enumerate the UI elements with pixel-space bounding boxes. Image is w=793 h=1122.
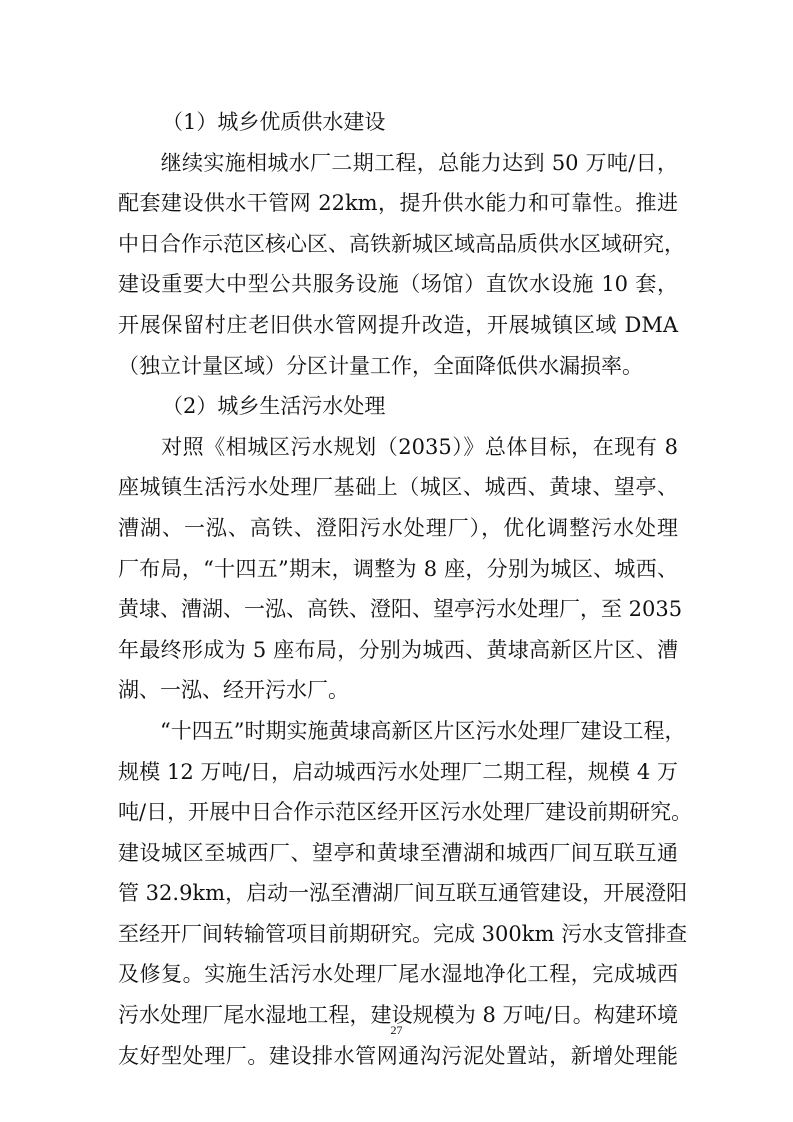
section-heading: （2）城乡生活污水处理 <box>162 394 386 419</box>
paragraph-line: 友好型处理厂。建设排水管网通沟污泥处置站，新增处理能 <box>118 1043 678 1068</box>
paragraph-line: 年最终形成为 5 座布局，分别为城西、黄埭高新区片区、漕 <box>118 637 678 662</box>
page-number: 27 <box>390 1023 403 1037</box>
paragraph-line: 对照《相城区污水规划（2035）》总体目标，在现有 8 <box>118 434 678 459</box>
paragraph-line: 至经开厂间转输管项目前期研究。完成 300km 污水支管排查 <box>118 921 688 946</box>
paragraph-line: 规模 12 万吨/日，启动城西污水处理厂二期工程，规模 4 万 <box>118 759 678 784</box>
paragraph-line: 开展保留村庄老旧供水管网提升改造，开展城镇区域 DMA <box>118 312 678 337</box>
paragraph-line: 继续实施相城水厂二期工程，总能力达到 50 万吨/日， <box>118 150 678 175</box>
paragraph-line: “十四五”时期实施黄埭高新区片区污水处理厂建设工程， <box>118 718 686 743</box>
paragraph-line: 污水处理厂尾水湿地工程，建设规模为 8 万吨/日。构建环境 <box>118 1003 678 1028</box>
paragraph-line: 建设城区至城西厂、望亭和黄埭至漕湖和城西厂间互联互通 <box>118 840 678 865</box>
paragraph-line: 及修复。实施生活污水处理厂尾水湿地净化工程，完成城西 <box>118 962 678 987</box>
paragraph-line: 中日合作示范区核心区、高铁新城区域高品质供水区域研究， <box>118 231 685 256</box>
paragraph-line: 湖、一泓、经开污水厂。 <box>118 678 349 703</box>
paragraph-line: 管 32.9km，启动一泓至漕湖厂间互联互通管建设，开展澄阳 <box>118 881 688 906</box>
paragraph-line: 建设重要大中型公共服务设施（场馆）直饮水设施 10 套， <box>118 272 678 297</box>
paragraph-line: 厂布局，“十四五”期末，调整为 8 座，分别为城区、城西、 <box>118 556 678 581</box>
section-heading: （1）城乡优质供水建设 <box>162 110 386 134</box>
paragraph-line: （独立计量区域）分区计量工作，全面降低供水漏损率。 <box>118 353 643 378</box>
body-text <box>118 102 693 1076</box>
paragraph-line: 漕湖、一泓、高铁、澄阳污水处理厂），优化调整污水处理 <box>118 515 678 540</box>
paragraph-line: 配套建设供水干管网 22km，提升供水能力和可靠性。推进 <box>118 191 678 216</box>
paragraph-line: 吨/日，开展中日合作示范区经开区污水处理厂建设前期研究。 <box>118 800 693 825</box>
paragraph-line: 黄埭、漕湖、一泓、高铁、澄阳、望亭污水处理厂，至 2035 <box>118 597 683 622</box>
paragraph-line: 座城镇生活污水处理厂基础上（城区、城西、黄埭、望亭、 <box>118 475 678 500</box>
